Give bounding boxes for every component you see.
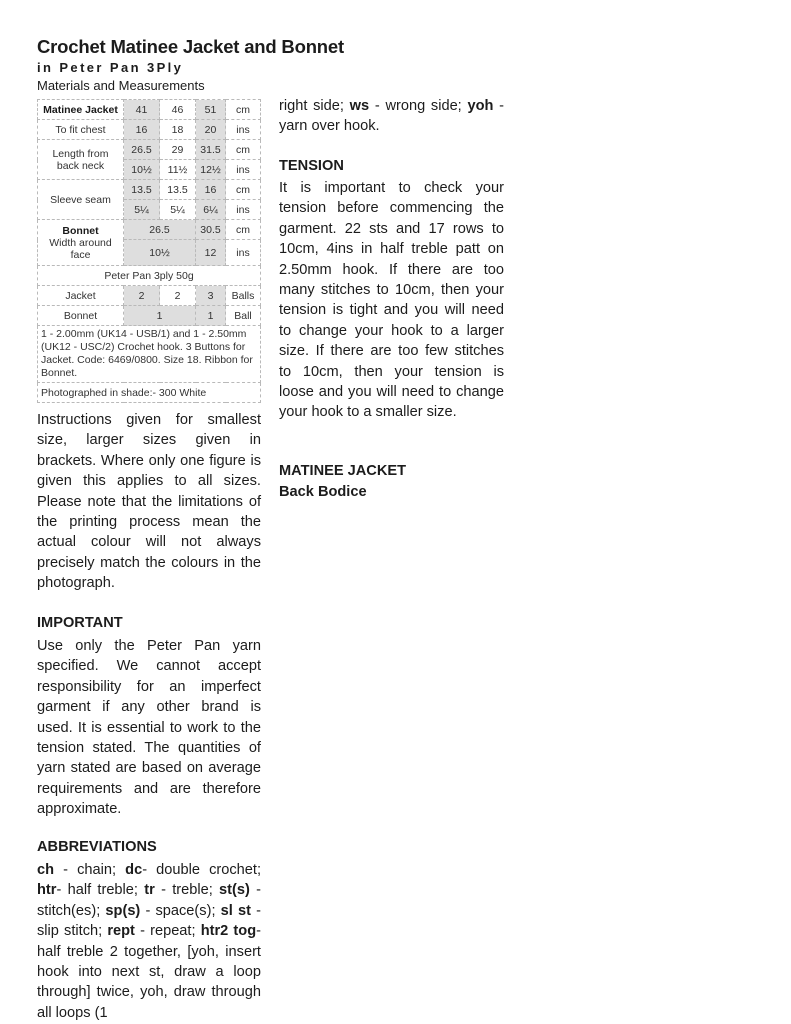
table-row [38, 306, 261, 326]
table-row [38, 100, 261, 120]
abbreviation-meaning: - slip stitch; [37, 902, 261, 940]
table-cell: 12½ [196, 160, 226, 180]
table-cell: 31.5 [196, 140, 226, 160]
abbreviation-meaning: - repeat; [134, 923, 201, 940]
table-cell: 12 [196, 240, 226, 266]
unit-cell: cm [226, 220, 261, 240]
abbreviation-term: htr2 tog [200, 923, 257, 940]
hooks-note: 1 - 2.00mm (UK14 - USB/1) and 1 - 2.50mm (UK12 - USC/2) Crochet hook. 3 Buttons for Jacket. Code: 6469/0800. Size 18. Ribbon for Bonnet. [38, 326, 261, 383]
jacket-label: Matinee Jacket [38, 100, 124, 120]
table-cell: 13.5 [160, 180, 196, 200]
measurements-table [37, 99, 261, 403]
abbreviation-meaning: - chain; [54, 862, 126, 878]
bonnet-row-label: Bonnet [38, 306, 124, 326]
abbreviation-meaning: - yarn over hook. [279, 98, 505, 135]
yarn-subtitle: in Peter Pan 3Ply [37, 60, 184, 75]
abbreviation-term: dc [125, 862, 143, 878]
abbreviation-meaning: - stitch(es); [37, 882, 261, 919]
unit-cell: ins [226, 160, 261, 180]
table-cell: 5¼ [160, 200, 196, 220]
instructions-paragraph: Instructions given for smallest size, larger sizes given in brackets. Where only one figure is given this applies to all sizes. Please note that the limitations of the printing process mean the actual colour will not always precisely match the colours in the photograph. [37, 412, 261, 592]
table-cell: 26.5 [124, 140, 160, 160]
abbreviation-meaning: right side; [279, 98, 350, 114]
table-cell: 5¼ [124, 200, 160, 220]
unit-cell: Balls [226, 286, 261, 306]
table-row [38, 220, 261, 240]
abbreviation-term: ch [37, 862, 55, 878]
yarn-label: Peter Pan 3ply 50g [38, 266, 261, 286]
bonnet-label [38, 220, 124, 266]
abbreviation-meaning: - half treble 2 together, [yoh, insert hook into next st, draw a loop through] twice, yoh, draw through all loops (1 [37, 923, 261, 1021]
photo-note: Photographed in shade:- 300 White [38, 383, 261, 403]
table-cell: 3 [196, 286, 226, 306]
width-label-line: Width around [49, 236, 112, 249]
sleeve-label: Sleeve seam [38, 180, 124, 220]
bonnet-title: Bonnet [62, 224, 99, 237]
table-cell: 13.5 [124, 180, 160, 200]
abbreviation-meaning: - half treble; [56, 882, 145, 899]
table-cell: 26.5 [124, 220, 196, 240]
table-cell: 18 [160, 120, 196, 140]
section-label: Materials and Measurements [37, 78, 205, 93]
unit-cell: ins [226, 200, 261, 220]
abbreviation-term: sl st [220, 902, 251, 919]
abbreviation-term: ws [349, 98, 370, 114]
unit-cell: cm [226, 100, 261, 120]
table-cell: 10½ [124, 160, 160, 180]
length-label [38, 140, 124, 180]
table-cell: 6¼ [196, 200, 226, 220]
unit-cell: cm [226, 140, 261, 160]
table-row [38, 266, 261, 286]
table-row [38, 120, 261, 140]
table-row [38, 286, 261, 306]
length-label-line: back neck [56, 159, 105, 172]
table-cell: 51 [196, 100, 226, 120]
abbreviation-meaning: - treble; [154, 882, 220, 899]
table-cell: 30.5 [196, 220, 226, 240]
abbreviation-term: htr [37, 882, 57, 899]
table-cell: 10½ [124, 240, 196, 266]
back-bodice-heading: Back Bodice [279, 484, 367, 500]
chest-label: To fit chest [38, 120, 124, 140]
table-row [38, 180, 261, 200]
table-row [38, 383, 261, 403]
abbreviation-meaning: - double crochet; [142, 862, 261, 878]
table-cell: 41 [124, 100, 160, 120]
abbreviation-term: yoh [467, 98, 494, 114]
length-label-line: Length from [52, 147, 109, 160]
unit-cell: Ball [226, 306, 261, 326]
table-cell: 20 [196, 120, 226, 140]
page-title: Crochet Matinee Jacket and Bonnet [37, 36, 344, 57]
tension-heading: TENSION [279, 158, 344, 174]
abbreviations-continued [279, 96, 504, 137]
table-cell: 2 [160, 286, 196, 306]
abbreviations-heading: ABBREVIATIONS [37, 839, 157, 855]
unit-cell: ins [226, 120, 261, 140]
abbreviation-meaning: - space(s); [140, 902, 221, 919]
width-label-line: face [70, 248, 91, 261]
unit-cell: ins [226, 240, 261, 266]
table-cell: 2 [124, 286, 160, 306]
abbreviation-term: rept [107, 923, 135, 940]
table-cell: 1 [196, 306, 226, 326]
table-row [38, 326, 261, 383]
jacket-row-label: Jacket [38, 286, 124, 306]
abbreviations-paragraph [37, 860, 261, 1023]
important-heading: IMPORTANT [37, 615, 123, 631]
table-cell: 16 [196, 180, 226, 200]
table-row [38, 140, 261, 160]
table-cell: 11½ [160, 160, 196, 180]
table-cell: 46 [160, 100, 196, 120]
important-paragraph: Use only the Peter Pan yarn specified. We cannot accept responsibility for an imperfect garment if any other brand is used. It is essential to work to the tension stated. The quantities of yarn stated are based on average requirements and are therefore approximate. [37, 638, 261, 818]
tension-paragraph: It is important to check your tension before commencing the garment. 22 sts and 17 rows to 10cm, 4ins in half treble patt on 2.50mm hook. If there are too many stitches to 10cm, then your tension is tight and you will need to change your hook to a larger size. If there are too few stitches to 10cm, then your tension is loose and you will need to change your hook to a smaller size. [279, 180, 504, 421]
abbreviation-meaning: - wrong side; [369, 98, 468, 114]
table-cell: 29 [160, 140, 196, 160]
abbreviation-term: sp(s) [105, 902, 141, 919]
table-cell: 1 [124, 306, 196, 326]
abbreviation-term: tr [144, 882, 155, 899]
jacket-heading: MATINEE JACKET [279, 463, 407, 479]
abbreviation-term: st(s) [219, 882, 250, 899]
table-cell: 16 [124, 120, 160, 140]
unit-cell: cm [226, 180, 261, 200]
